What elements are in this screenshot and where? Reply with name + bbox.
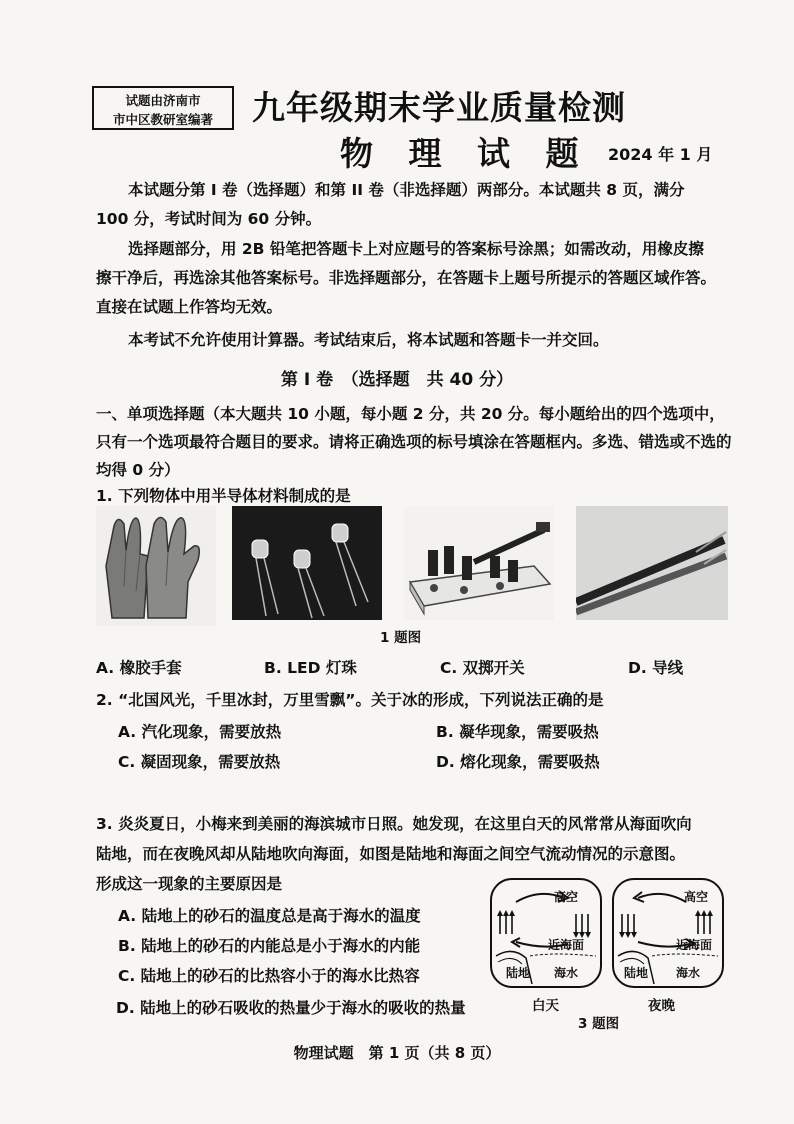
exam-subtitle: 物 理 试 题 (340, 134, 591, 173)
q3-option-c: C. 陆地上的砂石的比热容小于的海水比热容 (118, 967, 420, 985)
q2-option-b: B. 凝华现象，需要吸热 (436, 723, 599, 741)
q2-option-d: D. 熔化现象，需要吸热 (436, 753, 600, 771)
wire-image (576, 506, 728, 620)
day-label-land: 陆地 (506, 966, 531, 980)
q1-option-b: B. LED 灯珠 (264, 659, 357, 677)
night-label-sea: 海水 (676, 966, 701, 980)
night-label-land: 陆地 (624, 966, 649, 980)
exam-title: 九年级期末学业质量检测 (252, 88, 626, 127)
section-title: 第 I 卷 （选择题 共 40 分） (280, 370, 514, 390)
q2-option-c: C. 凝固现象，需要放热 (118, 753, 281, 771)
q3-option-d: D. 陆地上的砂石吸收的热量少于海水的吸收的热量 (116, 999, 466, 1017)
part-one-instructions: 一、单项选择题（本大题共 10 小题，每小题 2 分，共 20 分。每小题给出的四个选项中，只有一个选项最符合题目的要求。请将正确选项的标号填涂在答题框内。多选、错选或不选的均得 0 分） (96, 405, 732, 479)
switch-image (404, 506, 554, 620)
instruction-paragraph-3: 本考试不允许使用计算器。考试结束后，将本试题和答题卡一并交回。 (128, 331, 609, 349)
instruction-paragraph-1: 本试题分第 I 卷（选择题）和第 II 卷（非选择题）两部分。本试题共 8 页，满分 100 分，考试时间为 60 分钟。 (96, 181, 685, 228)
night-label-high: 高空 (684, 890, 709, 904)
q3-stem-line3: 形成这一现象的主要原因是 (96, 875, 283, 893)
night-label-near-sea: 近海面 (676, 938, 713, 952)
day-label-near-sea: 近海面 (548, 938, 585, 952)
q1-figure-caption: 1 题图 (380, 630, 422, 646)
q1-option-c: C. 双掷开关 (440, 659, 525, 677)
night-caption: 夜晚 (648, 998, 675, 1014)
gloves-image (96, 506, 216, 620)
page-footer: 物理试题 第 1 页（共 8 页） (293, 1044, 501, 1062)
q2-option-a: A. 汽化现象，需要放热 (118, 723, 282, 741)
night-diagram (612, 878, 724, 988)
q2-stem: 2. “北国风光，千里冰封，万里雪飘”。关于冰的形成，下列说法正确的是 (96, 691, 604, 709)
q1-option-d: D. 导线 (628, 659, 684, 677)
q3-stem-line2: 陆地，而在夜晚风却从陆地吹向海面，如图是陆地和海面之间空气流动情况的示意图。 (96, 845, 686, 863)
q1-stem: 1. 下列物体中用半导体材料制成的是 (96, 487, 351, 505)
day-label-sea: 海水 (554, 966, 579, 980)
author-box-line1: 试题由济南市 (125, 93, 201, 108)
q3-stem-line1: 3. 炎炎夏日，小梅来到美丽的海滨城市日照。她发现，在这里白天的风常常从海面吹向 (96, 815, 692, 833)
instruction-paragraph-2: 选择题部分，用 2B 铅笔把答题卡上对应题号的答案标号涂黑；如需改动，用橡皮擦擦干净后，再选涂其他答案标号。非选择题部分，在答题卡上题号所提示的答题区域作答。直接在试题上作答均无效。 (96, 240, 717, 316)
q3-figure-caption: 3 题图 (578, 1016, 620, 1032)
author-box (92, 86, 234, 130)
author-box-line2: 市中区教研室编著 (112, 112, 213, 127)
q1-option-a: A. 橡胶手套 (96, 659, 182, 677)
day-diagram (490, 878, 602, 988)
q3-option-b: B. 陆地上的砂石的内能总是小于海水的内能 (118, 937, 421, 955)
day-caption: 白天 (532, 998, 559, 1014)
exam-date: 2024 年 1 月 (608, 145, 713, 164)
led-image (232, 506, 382, 620)
day-label-high: 高空 (554, 890, 579, 904)
q3-option-a: A. 陆地上的砂石的温度总是高于海水的温度 (118, 907, 421, 925)
